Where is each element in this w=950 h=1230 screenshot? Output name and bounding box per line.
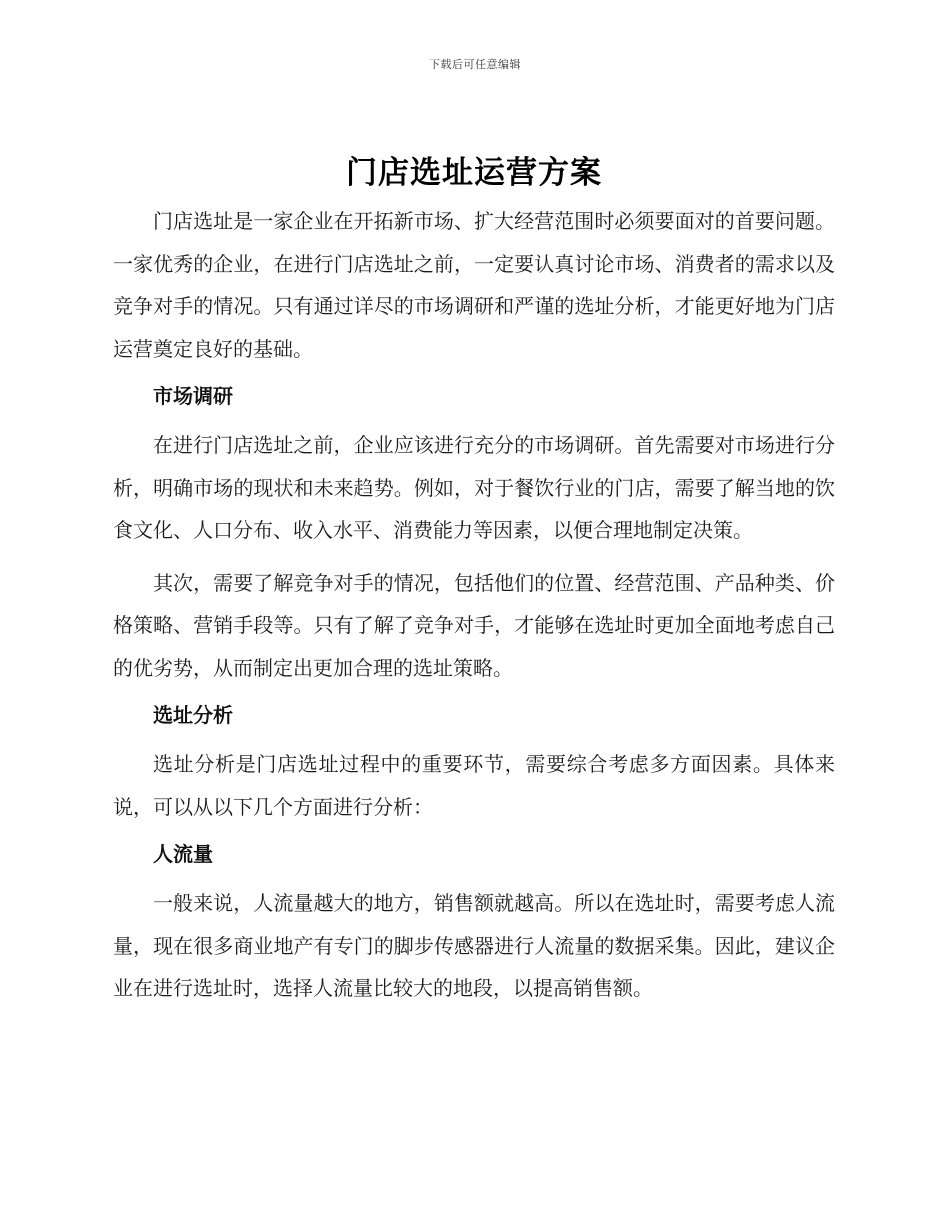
market-research-paragraph-1: 在进行门店选址之前，企业应该进行充分的市场调研。首先需要对市场进行分析，明确市场的现状和未来趋势。例如，对于餐饮行业的门店，需要了解当地的饮食文化、人口分布、收入水平、消费能力等因素，以便合理地制定决策。 [113,433,835,542]
document-body [113,150,835,1010]
market-research-paragraph-2: 其次，需要了解竞争对手的情况，包括他们的位置、经营范围、产品种类、价格策略、营销手段等。只有了解了竞争对手，才能够在选址时更加全面地考虑自己的优劣势，从而制定出更加合理的选址策略。 [113,570,835,680]
document-title: 门店选址运营方案 [346,155,602,191]
site-analysis-paragraph-1: 选址分析是门店选址过程中的重要环节，需要综合考虑多方面因素。具体来说，可以从以下几个方面进行分析： [113,752,835,819]
foot-traffic-paragraph-1: 一般来说，人流量越大的地方，销售额就越高。所以在选址时，需要考虑人流量，现在很多商业地产有专门的脚步传感器进行人流量的数据采集。因此，建议企业在进行选址时，选择人流量比较大的地段，以提高销售额。 [113,891,835,1000]
section-heading-market-research: 市场调研 [153,384,233,408]
header-note: 下载后可任意编辑 [429,58,521,71]
section-heading-site-analysis: 选址分析 [153,703,233,727]
intro-paragraph: 门店选址是一家企业在开拓新市场、扩大经营范围时必须要面对的首要问题。一家优秀的企业，在进行门店选址之前，一定要认真讨论市场、消费者的需求以及竞争对手的情况。只有通过详尽的市场调研和严谨的选址分析，才能更好地为门店运营奠定良好的基础。 [113,209,835,361]
section-heading-foot-traffic: 人流量 [153,842,213,866]
